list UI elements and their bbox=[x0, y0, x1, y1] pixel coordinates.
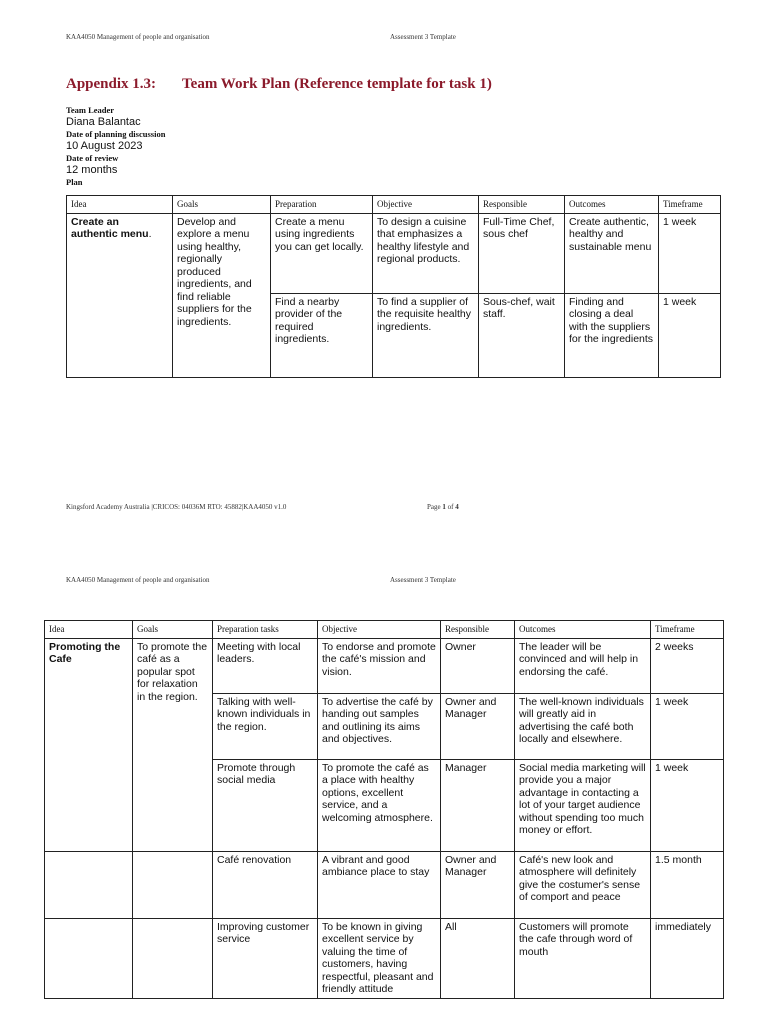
page-header-assessment: Assessment 3 Template bbox=[390, 33, 456, 41]
responsible-cell: Manager bbox=[441, 759, 515, 851]
goals-cell-empty bbox=[133, 851, 213, 918]
page-header-course: KAA4050 Management of people and organisation bbox=[66, 576, 210, 584]
column-header-idea: Idea bbox=[45, 621, 133, 639]
responsible-cell: Owner bbox=[441, 638, 515, 693]
responsible-cell: All bbox=[441, 918, 515, 998]
plan-meta bbox=[66, 104, 165, 188]
idea-cell-empty bbox=[45, 918, 133, 998]
table-row bbox=[45, 918, 724, 998]
objective-cell: To be known in giving excellent service by valuing the time of customers, having respectful, pleasant and friendly attitude bbox=[318, 918, 441, 998]
page-footer-institution: Kingsford Academy Australia |CRICOS: 04036M RTO: 45882|KAA4050 v1.0 bbox=[66, 503, 287, 511]
column-header-outcomes: Outcomes bbox=[515, 621, 651, 639]
planning-date-value: 10 August 2023 bbox=[66, 140, 143, 152]
column-header-responsible: Responsible bbox=[441, 621, 515, 639]
preparation-cell: Meeting with local leaders. bbox=[213, 638, 318, 693]
planning-date-label: Date of planning discussion bbox=[66, 129, 166, 139]
preparation-cell: Create a menu using ingredients you can get locally. bbox=[271, 213, 373, 293]
timeframe-cell: 2 weeks bbox=[651, 638, 724, 693]
idea-period: . bbox=[148, 228, 152, 240]
goals-cell-empty bbox=[133, 918, 213, 998]
page-title bbox=[66, 76, 492, 93]
page-footer-page-number bbox=[427, 503, 459, 511]
column-header-goals: Goals bbox=[133, 621, 213, 639]
page-header-course: KAA4050 Management of people and organisation bbox=[66, 33, 210, 41]
objective-cell: To advertise the café by handing out samples and outlining its aims and objectives. bbox=[318, 693, 441, 759]
title-text: Team Work Plan (Reference template for task 1) bbox=[182, 76, 492, 92]
column-header-responsible: Responsible bbox=[479, 196, 565, 214]
preparation-cell: Find a nearby provider of the required ingredients. bbox=[271, 293, 373, 377]
idea-cell bbox=[67, 213, 173, 377]
table-row bbox=[45, 638, 724, 693]
preparation-cell: Promote through social media bbox=[213, 759, 318, 851]
objective-cell: A vibrant and good ambiance place to stay bbox=[318, 851, 441, 918]
column-header-goals: Goals bbox=[173, 196, 271, 214]
goals-cell: Develop and explore a menu using healthy, regionally produced ingredients, and find reliable suppliers for the ingredients. bbox=[173, 213, 271, 377]
outcomes-cell: The leader will be convinced and will help in endorsing the café. bbox=[515, 638, 651, 693]
page-total: 4 bbox=[455, 503, 459, 511]
table-row bbox=[45, 851, 724, 918]
table-header-row bbox=[45, 621, 724, 639]
column-header-timeframe: Timeframe bbox=[659, 196, 721, 214]
outcomes-cell: Create authentic, healthy and sustainable menu bbox=[565, 213, 659, 293]
column-header-objective: Objective bbox=[318, 621, 441, 639]
objective-cell: To promote the café as a place with healthy options, excellent service, and a welcoming atmosphere. bbox=[318, 759, 441, 851]
table-row bbox=[67, 213, 721, 293]
objective-cell: To endorse and promote the café's mission and vision. bbox=[318, 638, 441, 693]
page-current: 1 bbox=[442, 503, 446, 511]
column-header-timeframe: Timeframe bbox=[651, 621, 724, 639]
plan-table-1 bbox=[66, 195, 721, 378]
outcomes-cell: Social media marketing will provide you a major advantage in contacting a lot of your target audience without spending too much money or effort. bbox=[515, 759, 651, 851]
timeframe-cell: 1 week bbox=[651, 693, 724, 759]
preparation-cell: Improving customer service bbox=[213, 918, 318, 998]
timeframe-cell: 1 week bbox=[651, 759, 724, 851]
plan-table-2 bbox=[44, 620, 724, 999]
responsible-cell: Sous-chef, wait staff. bbox=[479, 293, 565, 377]
preparation-cell: Café renovation bbox=[213, 851, 318, 918]
column-header-preparation: Preparation bbox=[271, 196, 373, 214]
column-header-outcomes: Outcomes bbox=[565, 196, 659, 214]
column-header-objective: Objective bbox=[373, 196, 479, 214]
review-date-value: 12 months bbox=[66, 164, 118, 176]
outcomes-cell: Customers will promote the cafe through word of mouth bbox=[515, 918, 651, 998]
page-prefix: Page bbox=[427, 503, 443, 511]
title-prefix: Appendix 1.3: bbox=[66, 76, 157, 92]
outcomes-cell: The well-known individuals will greatly aid in advertising the café both locally and elsewhere. bbox=[515, 693, 651, 759]
table-header-row bbox=[67, 196, 721, 214]
column-header-idea: Idea bbox=[67, 196, 173, 214]
objective-cell: To find a supplier of the requisite healthy ingredients. bbox=[373, 293, 479, 377]
goals-cell: To promote the café as a popular spot for relaxation in the region. bbox=[133, 638, 213, 851]
idea-cell: Promoting the Cafe bbox=[45, 638, 133, 851]
objective-cell: To design a cuisine that emphasizes a healthy lifestyle and regional products. bbox=[373, 213, 479, 293]
column-header-preparation-tasks: Preparation tasks bbox=[213, 621, 318, 639]
preparation-cell: Talking with well-known individuals in the region. bbox=[213, 693, 318, 759]
responsible-cell: Owner and Manager bbox=[441, 693, 515, 759]
timeframe-cell: 1 week bbox=[659, 293, 721, 377]
outcomes-cell: Café's new look and atmosphere will definitely give the costumer's sense of comport and peace bbox=[515, 851, 651, 918]
responsible-cell: Owner and Manager bbox=[441, 851, 515, 918]
team-leader-value: Diana Balantac bbox=[66, 116, 141, 128]
idea-cell-empty bbox=[45, 851, 133, 918]
plan-label: Plan bbox=[66, 177, 83, 187]
timeframe-cell: 1.5 month bbox=[651, 851, 724, 918]
responsible-cell: Full-Time Chef, sous chef bbox=[479, 213, 565, 293]
timeframe-cell: immediately bbox=[651, 918, 724, 998]
review-date-label: Date of review bbox=[66, 153, 119, 163]
page-header-assessment: Assessment 3 Template bbox=[390, 576, 456, 584]
team-leader-label: Team Leader bbox=[66, 105, 115, 115]
idea-text: Create an authentic menu bbox=[71, 215, 149, 240]
page-of: of bbox=[445, 503, 456, 511]
outcomes-cell: Finding and closing a deal with the suppliers for the ingredients bbox=[565, 293, 659, 377]
timeframe-cell: 1 week bbox=[659, 213, 721, 293]
